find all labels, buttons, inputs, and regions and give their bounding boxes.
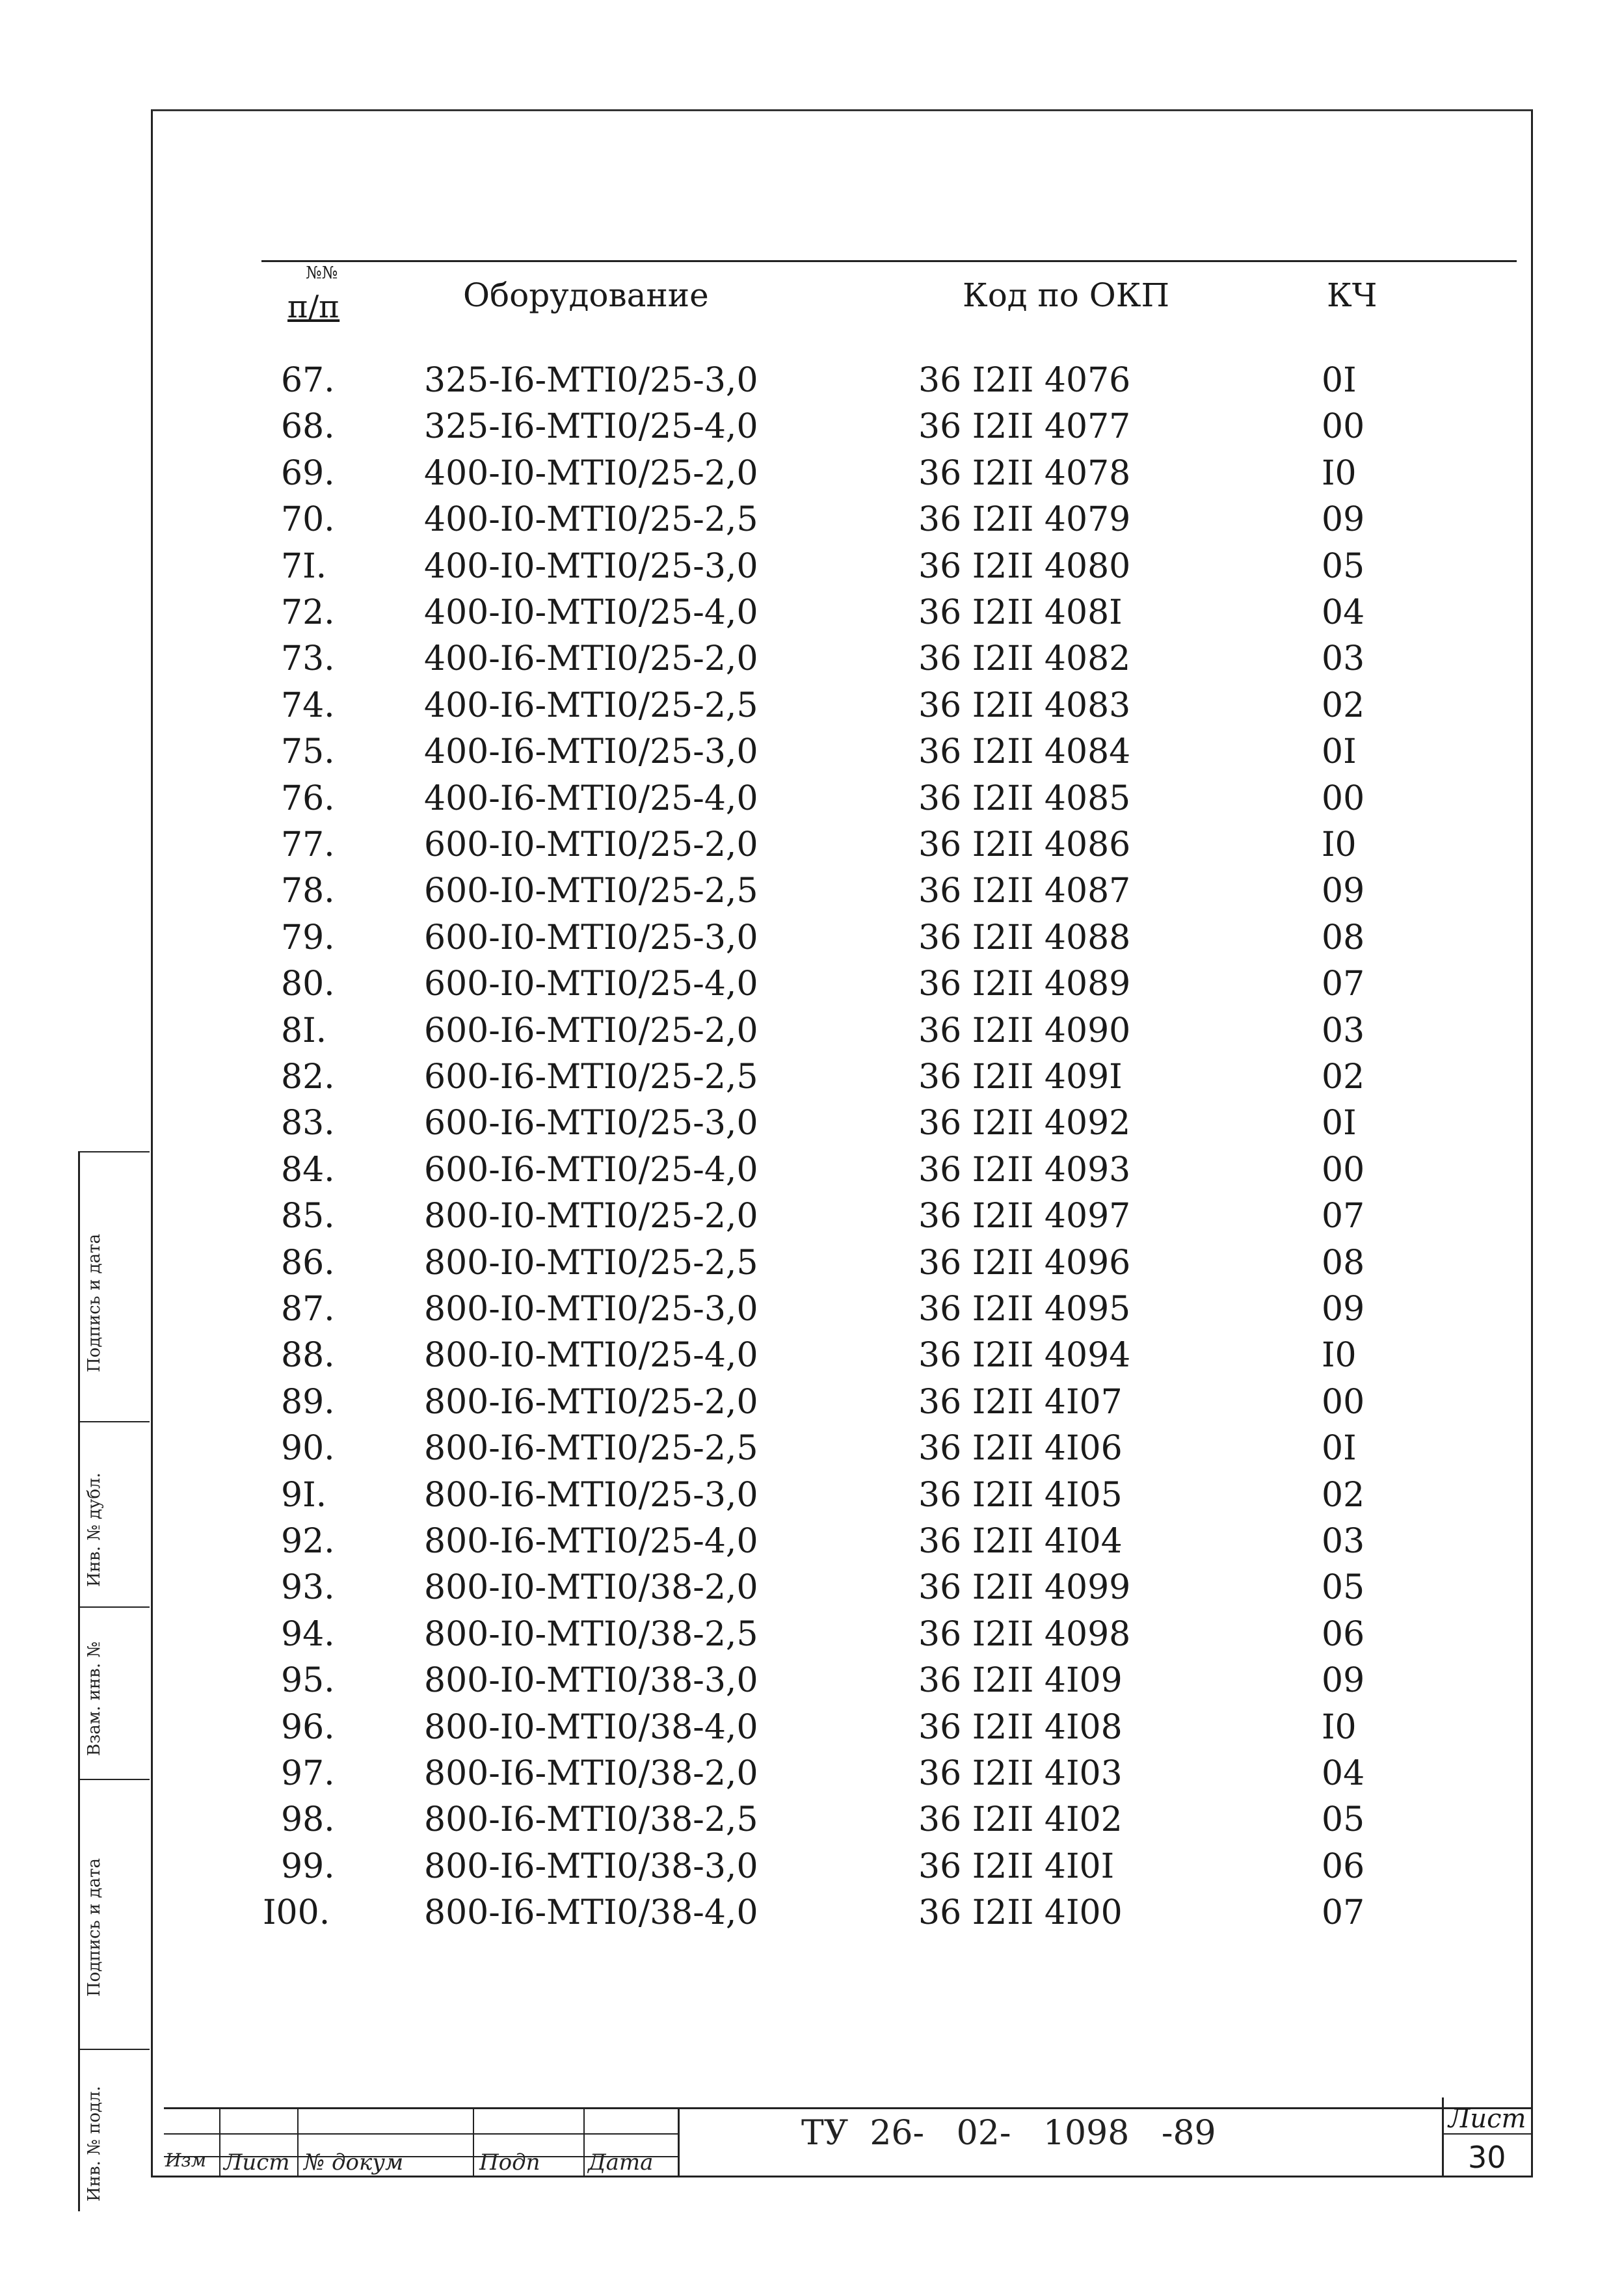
row-number: 94. xyxy=(281,1614,335,1654)
row-equipment: 400-I0-МТI0/25-3,0 xyxy=(424,546,758,586)
row-number: 67. xyxy=(281,361,335,400)
title-block xyxy=(151,2097,1533,2176)
row-number: 85. xyxy=(281,1197,335,1236)
row-okp-code: 36 I2II 4I08 xyxy=(918,1707,1123,1747)
row-kch: 04 xyxy=(1322,593,1365,632)
row-kch: 09 xyxy=(1322,1290,1365,1329)
row-equipment: 800-I0-МТI0/38-2,5 xyxy=(424,1614,758,1654)
row-number: 84. xyxy=(281,1150,335,1190)
sheet-label: Лист xyxy=(1448,2104,1526,2134)
row-equipment: 400-I6-МТI0/25-3,0 xyxy=(424,732,758,772)
row-kch: 07 xyxy=(1322,965,1365,1004)
side-label-inv-dubl: Инв. № дубл. xyxy=(85,1472,104,1587)
row-number: 76. xyxy=(281,779,335,818)
row-okp-code: 36 I2II 4I04 xyxy=(918,1522,1123,1561)
label-izm: Изм xyxy=(165,2150,206,2171)
row-okp-code: 36 I2II 4096 xyxy=(918,1243,1131,1283)
row-kch: 00 xyxy=(1322,407,1365,447)
row-equipment: 800-I6-МТI0/25-3,0 xyxy=(424,1475,758,1515)
row-okp-code: 36 I2II 408I xyxy=(918,593,1123,632)
row-number: 95. xyxy=(281,1661,335,1701)
row-kch: 05 xyxy=(1322,546,1365,586)
row-number: 96. xyxy=(281,1707,335,1747)
row-equipment: 800-I0-МТI0/25-2,5 xyxy=(424,1243,758,1283)
row-number: 70. xyxy=(281,500,335,540)
row-number: 83. xyxy=(281,1104,335,1143)
side-stamp-line xyxy=(78,2049,150,2050)
col-header-kch: КЧ xyxy=(1327,276,1378,314)
row-okp-code: 36 I2II 4099 xyxy=(918,1568,1131,1608)
row-okp-code: 36 I2II 4I02 xyxy=(918,1800,1123,1840)
row-okp-code: 36 I2II 409I xyxy=(918,1058,1123,1097)
row-kch: 03 xyxy=(1322,1011,1365,1050)
row-okp-code: 36 I2II 4087 xyxy=(918,872,1131,911)
row-kch: I0 xyxy=(1322,825,1357,864)
row-kch: 03 xyxy=(1322,639,1365,679)
col-header-num-top: №№ xyxy=(306,263,338,283)
row-equipment: 600-I6-МТI0/25-2,5 xyxy=(424,1058,758,1097)
row-equipment: 800-I0-МТI0/25-4,0 xyxy=(424,1336,758,1376)
row-kch: 00 xyxy=(1322,1150,1365,1190)
row-number: 69. xyxy=(281,453,335,493)
row-okp-code: 36 I2II 4089 xyxy=(918,965,1131,1004)
row-kch: 04 xyxy=(1322,1754,1365,1793)
row-okp-code: 36 I2II 4088 xyxy=(918,918,1131,957)
label-doc-num: № докум xyxy=(304,2150,404,2176)
row-number: 68. xyxy=(281,407,335,447)
row-okp-code: 36 I2II 4090 xyxy=(918,1011,1131,1050)
row-equipment: 600-I0-МТI0/25-4,0 xyxy=(424,965,758,1004)
row-equipment: 800-I0-МТI0/25-2,0 xyxy=(424,1197,758,1236)
row-number: 80. xyxy=(281,965,335,1004)
row-number: 9I. xyxy=(281,1475,327,1515)
side-stamp-line xyxy=(78,1151,150,1152)
row-okp-code: 36 I2II 4094 xyxy=(918,1336,1131,1376)
row-number: 99. xyxy=(281,1846,335,1886)
row-kch: 0I xyxy=(1322,1429,1357,1469)
row-number: 77. xyxy=(281,825,335,864)
row-kch: 02 xyxy=(1322,686,1365,725)
row-number: 78. xyxy=(281,872,335,911)
label-data: Дата xyxy=(588,2150,654,2176)
row-kch: 06 xyxy=(1322,1846,1365,1886)
row-okp-code: 36 I2II 4086 xyxy=(918,825,1131,864)
row-equipment: 800-I0-МТI0/25-3,0 xyxy=(424,1290,758,1329)
row-number: 92. xyxy=(281,1522,335,1561)
row-kch: 0I xyxy=(1322,1104,1357,1143)
row-okp-code: 36 I2II 4097 xyxy=(918,1197,1131,1236)
header-rule xyxy=(261,260,1517,262)
row-kch: 0I xyxy=(1322,732,1357,772)
row-okp-code: 36 I2II 4I06 xyxy=(918,1429,1123,1469)
row-kch: 06 xyxy=(1322,1614,1365,1654)
row-okp-code: 36 I2II 4I07 xyxy=(918,1382,1123,1422)
row-number: 7I. xyxy=(281,546,327,586)
row-okp-code: 36 I2II 4095 xyxy=(918,1290,1131,1329)
row-equipment: 800-I6-МТI0/25-2,5 xyxy=(424,1429,758,1469)
row-kch: 02 xyxy=(1322,1058,1365,1097)
row-kch: 09 xyxy=(1322,500,1365,540)
row-equipment: 400-I0-МТI0/25-2,5 xyxy=(424,500,758,540)
title-block-top-rule xyxy=(164,2107,1533,2109)
row-kch: 07 xyxy=(1322,1893,1365,1933)
row-number: 72. xyxy=(281,593,335,632)
side-stamp-line xyxy=(78,1779,150,1780)
document-code: ТУ 26- 02- 1098 -89 xyxy=(801,2114,1216,2153)
row-okp-code: 36 I2II 4077 xyxy=(918,407,1131,447)
row-okp-code: 36 I2II 4I03 xyxy=(918,1754,1123,1793)
row-kch: 00 xyxy=(1322,1382,1365,1422)
row-number: 82. xyxy=(281,1058,335,1097)
row-number: 93. xyxy=(281,1568,335,1608)
row-equipment: 800-I6-МТI0/25-2,0 xyxy=(424,1382,758,1422)
row-okp-code: 36 I2II 4084 xyxy=(918,732,1131,772)
row-kch: 08 xyxy=(1322,1243,1365,1283)
label-podp: Подп xyxy=(479,2150,540,2176)
row-kch: I0 xyxy=(1322,1707,1357,1747)
row-okp-code: 36 I2II 4082 xyxy=(918,639,1131,679)
row-okp-code: 36 I2II 4079 xyxy=(918,500,1131,540)
row-equipment: 325-I6-МТI0/25-4,0 xyxy=(424,407,758,447)
row-kch: I0 xyxy=(1322,453,1357,493)
row-kch: 05 xyxy=(1322,1800,1365,1840)
row-equipment: 600-I6-МТI0/25-4,0 xyxy=(424,1150,758,1190)
row-equipment: 800-I6-МТI0/38-3,0 xyxy=(424,1846,758,1886)
row-kch: 02 xyxy=(1322,1475,1365,1515)
side-label-vzam-inv: Взам. инв. № xyxy=(85,1642,104,1756)
col-header-num: п/п xyxy=(287,289,340,325)
row-equipment: 400-I6-МТI0/25-2,0 xyxy=(424,639,758,679)
col-header-equipment: Оборудование xyxy=(463,276,709,314)
row-number: 79. xyxy=(281,918,335,957)
label-list: Лист xyxy=(224,2150,290,2176)
row-kch: 09 xyxy=(1322,872,1365,911)
title-block-divider xyxy=(1442,2097,1444,2176)
title-block-divider xyxy=(473,2107,474,2176)
row-equipment: 600-I6-МТI0/25-2,0 xyxy=(424,1011,758,1050)
row-equipment: 800-I6-МТI0/38-4,0 xyxy=(424,1893,758,1933)
row-number: 87. xyxy=(281,1290,335,1329)
row-equipment: 800-I6-МТI0/38-2,5 xyxy=(424,1800,758,1840)
row-okp-code: 36 I2II 4080 xyxy=(918,546,1131,586)
row-kch: 07 xyxy=(1322,1197,1365,1236)
row-okp-code: 36 I2II 4I05 xyxy=(918,1475,1123,1515)
row-okp-code: 36 I2II 4083 xyxy=(918,686,1131,725)
row-okp-code: 36 I2II 4076 xyxy=(918,361,1131,400)
row-number: 73. xyxy=(281,639,335,679)
row-equipment: 800-I0-МТI0/38-3,0 xyxy=(424,1661,758,1701)
row-number: 90. xyxy=(281,1429,335,1469)
sheet-number: 30 xyxy=(1468,2140,1506,2175)
row-okp-code: 36 I2II 4I00 xyxy=(918,1893,1123,1933)
row-kch: 00 xyxy=(1322,779,1365,818)
row-number: 86. xyxy=(281,1243,335,1283)
title-block-divider xyxy=(678,2107,680,2176)
row-kch: I0 xyxy=(1322,1336,1357,1376)
row-kch: 0I xyxy=(1322,361,1357,400)
row-number: 88. xyxy=(281,1336,335,1376)
row-equipment: 400-I6-МТI0/25-2,5 xyxy=(424,686,758,725)
row-number: 74. xyxy=(281,686,335,725)
row-number: 75. xyxy=(281,732,335,772)
row-okp-code: 36 I2II 4092 xyxy=(918,1104,1131,1143)
row-equipment: 400-I0-МТI0/25-4,0 xyxy=(424,593,758,632)
row-equipment: 600-I0-МТI0/25-2,5 xyxy=(424,872,758,911)
row-okp-code: 36 I2II 4078 xyxy=(918,453,1131,493)
row-kch: 03 xyxy=(1322,1522,1365,1561)
row-kch: 05 xyxy=(1322,1568,1365,1608)
row-equipment: 600-I0-МТI0/25-3,0 xyxy=(424,918,758,957)
row-number: 8I. xyxy=(281,1011,327,1050)
row-okp-code: 36 I2II 4093 xyxy=(918,1150,1131,1190)
row-equipment: 600-I6-МТI0/25-3,0 xyxy=(424,1104,758,1143)
row-number: 98. xyxy=(281,1800,335,1840)
row-equipment: 400-I6-МТI0/25-4,0 xyxy=(424,779,758,818)
title-block-divider xyxy=(297,2107,299,2176)
row-equipment: 800-I6-МТI0/25-4,0 xyxy=(424,1522,758,1561)
title-block-mid-rule xyxy=(164,2133,678,2135)
row-equipment: 800-I6-МТI0/38-2,0 xyxy=(424,1754,758,1793)
row-equipment: 800-I0-МТI0/38-4,0 xyxy=(424,1707,758,1747)
row-equipment: 400-I0-МТI0/25-2,0 xyxy=(424,453,758,493)
row-equipment: 325-I6-МТI0/25-3,0 xyxy=(424,361,758,400)
side-stamp-line xyxy=(78,1606,150,1608)
side-label-signature-date: Подпись и дата xyxy=(85,1234,104,1372)
row-okp-code: 36 I2II 4I0I xyxy=(918,1846,1115,1886)
col-header-okp-code: Код по ОКП xyxy=(963,276,1170,314)
title-block-divider xyxy=(219,2107,220,2176)
row-okp-code: 36 I2II 4098 xyxy=(918,1614,1131,1654)
row-okp-code: 36 I2II 4085 xyxy=(918,779,1131,818)
row-number: 97. xyxy=(281,1754,335,1793)
row-kch: 08 xyxy=(1322,918,1365,957)
row-number: 89. xyxy=(281,1382,335,1422)
side-stamp-line xyxy=(78,1421,150,1422)
row-okp-code: 36 I2II 4I09 xyxy=(918,1661,1123,1701)
row-equipment: 800-I0-МТI0/38-2,0 xyxy=(424,1568,758,1608)
row-number: I00. xyxy=(263,1893,330,1933)
row-equipment: 600-I0-МТI0/25-2,0 xyxy=(424,825,758,864)
side-label-inv-podl: Инв. № подл. xyxy=(85,2086,104,2202)
title-block-divider xyxy=(583,2107,585,2176)
side-label-signature-date-2: Подпись и дата xyxy=(85,1858,104,1997)
row-kch: 09 xyxy=(1322,1661,1365,1701)
